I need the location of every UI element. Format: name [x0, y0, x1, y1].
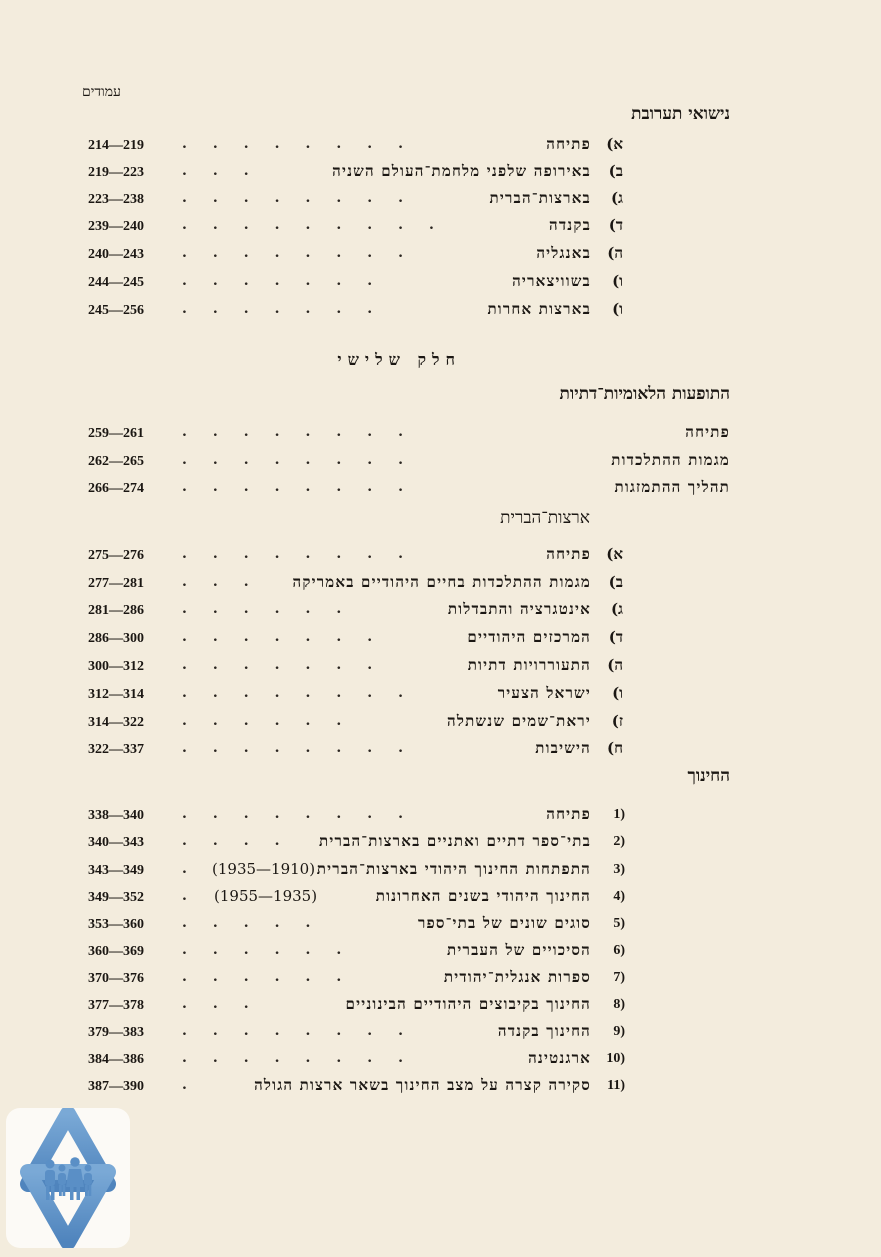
entry-title: באירופה שלפני מלחמת־העולם השניה: [332, 162, 591, 180]
entry-title: יראת־שמים שנשתלה: [447, 712, 591, 730]
entry-label: א): [606, 135, 623, 153]
entry-pages: 240—243: [88, 247, 144, 262]
entry-number: 7): [613, 970, 625, 985]
entry-pages: 312—314: [88, 687, 144, 702]
entry-title: באנגליה: [536, 244, 591, 262]
leader-dots: .........: [182, 217, 460, 233]
entry-title: סקירה קצרה על מצב החינוך בשאר ארצות הגולה: [254, 1076, 591, 1094]
leader-dots: .......: [182, 629, 399, 645]
entry-label: ד): [608, 628, 623, 646]
entry-title: פתיחה: [546, 545, 591, 563]
entry-number: 11): [607, 1078, 625, 1093]
entry-pages: 286—300: [88, 631, 144, 646]
entry-years: (1955—1935): [214, 887, 318, 905]
entry-pages: 349—352: [88, 890, 144, 905]
leader-dots: ...: [182, 996, 275, 1012]
leader-dots: .....: [182, 915, 337, 931]
leader-dots: .......: [182, 301, 399, 317]
entry-label: א): [606, 545, 623, 563]
leader-dots: ......: [182, 942, 368, 958]
entry-label: ו): [612, 272, 623, 290]
entry-title: התעוררויות דתיות: [467, 656, 591, 674]
section-title-education: החינוך: [687, 766, 730, 786]
leader-dots: ........: [182, 546, 429, 562]
entry-title: בתי־ספר דתיים ואתניים בארצות־הברית: [318, 832, 591, 850]
leader-dots: ........: [182, 685, 429, 701]
leader-dots: ........: [182, 740, 429, 756]
entry-pages: 214—219: [88, 138, 144, 153]
entry-title: פתיחה: [546, 805, 591, 823]
entry-pages: 259—261: [88, 426, 144, 441]
entry-label: ו): [612, 684, 623, 702]
entry-title: החינוך בקיבוצים היהודיים הבינוניים: [345, 995, 591, 1013]
entry-number: 5): [613, 916, 625, 931]
entry-number: 2): [613, 834, 625, 849]
entry-title: ספרות אנגלית־יהודית: [443, 968, 591, 986]
leader-dots: ......: [182, 601, 368, 617]
entry-number: 1): [613, 807, 625, 822]
leader-dots: ......: [182, 713, 368, 729]
entry-title: התפתחות החינוך היהודי בארצות־הברית: [316, 860, 591, 878]
entry-title: בקנדה: [549, 216, 591, 234]
leader-dots: ........: [182, 452, 429, 468]
entry-pages: 387—390: [88, 1079, 144, 1094]
leader-dots: ........: [182, 245, 429, 261]
pages-column-label: עמודים: [82, 84, 121, 100]
leader-dots: .: [182, 1077, 213, 1093]
leader-dots: ...: [182, 574, 275, 590]
entry-pages: 275—276: [88, 548, 144, 563]
entry-title: בארצות־הברית: [489, 189, 591, 207]
entry-pages: 340—343: [88, 835, 144, 850]
entry-label: ב): [608, 573, 623, 591]
leader-dots: ........: [182, 1050, 429, 1066]
entry-title: הסיכויים של העברית: [447, 941, 591, 959]
entry-title: פתיחה: [685, 423, 730, 441]
entry-label: ב): [608, 162, 623, 180]
entry-title: מגמות ההתלכדות בחיים היהודיים באמריקה: [292, 573, 591, 591]
leader-dots: ........: [182, 479, 429, 495]
entry-pages: 322—337: [88, 742, 144, 757]
entry-title: החינוך היהודי בשנים האחרונות: [375, 887, 591, 905]
entry-pages: 239—240: [88, 219, 144, 234]
entry-label: ז): [611, 712, 623, 730]
entry-pages: 245—256: [88, 303, 144, 318]
entry-pages: 244—245: [88, 275, 144, 290]
entry-number: 3): [613, 862, 625, 877]
entry-pages: 219—223: [88, 165, 144, 180]
subsection-title-usa: ארצות־הברית: [500, 508, 590, 528]
entry-title: החינוך בקנדה: [497, 1022, 591, 1040]
entry-pages: 277—281: [88, 576, 144, 591]
entry-pages: 379—383: [88, 1025, 144, 1040]
part-title: חלק שלישי: [337, 350, 461, 369]
entry-pages: 384—386: [88, 1052, 144, 1067]
entry-label: ה): [607, 656, 623, 674]
entry-title: בשוויצאריה: [512, 272, 591, 290]
leader-dots: ........: [182, 1023, 429, 1039]
entry-label: ג): [610, 189, 623, 207]
entry-title: ישראל הצעיר: [497, 684, 591, 702]
leader-dots: ......: [182, 969, 368, 985]
entry-number: 8): [613, 997, 625, 1012]
entry-pages: 266—274: [88, 481, 144, 496]
star-of-david-family-logo-icon: [6, 1108, 130, 1248]
entry-pages: 314—322: [88, 715, 144, 730]
entry-pages: 370—376: [88, 971, 144, 986]
entry-pages: 338—340: [88, 808, 144, 823]
entry-title: מגמות ההתלכדות: [611, 451, 730, 469]
leader-dots: .: [182, 861, 213, 877]
entry-title: בארצות אחרות: [487, 300, 591, 318]
entry-label: ד): [608, 216, 623, 234]
entry-number: 6): [613, 943, 625, 958]
entry-title: סוגים שונים של בתי־ספר: [417, 914, 591, 932]
section-title-national-religious: התופעות הלאומיות־דתיות: [559, 384, 730, 404]
entry-title: הישיבות: [535, 739, 591, 757]
entry-number: 9): [613, 1024, 625, 1039]
leader-dots: ...: [182, 163, 275, 179]
leader-dots: ........: [182, 424, 429, 440]
leader-dots: .......: [182, 657, 399, 673]
entry-number: 4): [613, 889, 625, 904]
entry-pages: 262—265: [88, 454, 144, 469]
entry-years: (1935—1910): [212, 860, 316, 878]
entry-title: ארגנטינה: [528, 1049, 591, 1067]
leader-dots: .: [182, 888, 213, 904]
leader-dots: ........: [182, 190, 429, 206]
entry-pages: 343—349: [88, 863, 144, 878]
entry-title: תהליך ההתמזגות: [614, 478, 730, 496]
entry-label: ג): [610, 600, 623, 618]
entry-number: 10): [606, 1051, 625, 1066]
entry-pages: 360—369: [88, 944, 144, 959]
entry-pages: 281—286: [88, 603, 144, 618]
entry-title: אינטגרציה והתבדלות: [447, 600, 591, 618]
entry-title: המרכזים היהודיים: [467, 628, 591, 646]
entry-label: ה): [607, 244, 623, 262]
leader-dots: ........: [182, 806, 429, 822]
entry-title: פתיחה: [546, 135, 591, 153]
entry-pages: 353—360: [88, 917, 144, 932]
leader-dots: .......: [182, 273, 399, 289]
entry-label: ו): [612, 300, 623, 318]
entry-label: ח): [607, 739, 623, 757]
leader-dots: ........: [182, 136, 429, 152]
entry-pages: 377—378: [88, 998, 144, 1013]
entry-pages: 223—238: [88, 192, 144, 207]
section-title-intermarriage: נישואי תערובת: [631, 104, 730, 124]
entry-pages: 300—312: [88, 659, 144, 674]
leader-dots: ....: [182, 833, 306, 849]
